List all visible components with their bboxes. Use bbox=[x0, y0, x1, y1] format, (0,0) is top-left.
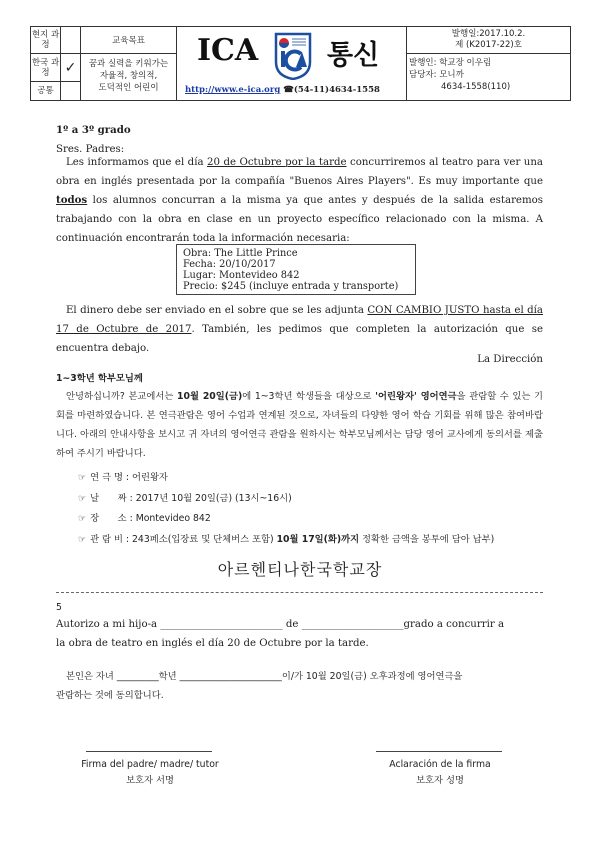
text: concurriremos al teatro para ver una obra en inglés presentada por la compañía "Buenos Aires Players". Es muy importante que bbox=[56, 157, 543, 187]
course-label-common: 공통 bbox=[37, 86, 54, 96]
authorization-line-2: la obra de teatro en inglés el día 20 de Octubre por la tarde. bbox=[56, 638, 369, 649]
newsletter-header bbox=[30, 26, 571, 101]
list-item: ☞ 날 짜 : 2017년 10월 20일(금) (13시~16시) bbox=[78, 492, 292, 504]
spanish-paragraph-1 bbox=[56, 153, 543, 248]
publisher-info bbox=[407, 54, 570, 100]
publisher: 발행인: 학교장 이우림 bbox=[409, 58, 492, 68]
korean-heading: 1~3학년 학부모님께 bbox=[56, 373, 143, 384]
info-play: Obra: The Little Prince bbox=[183, 248, 298, 259]
event-info-box bbox=[176, 244, 416, 295]
contact-phone: 4634-1558(110) bbox=[441, 82, 511, 92]
course-label-local: 현지 과정 bbox=[31, 27, 60, 54]
course-label-column bbox=[31, 27, 61, 100]
item-value: Montevideo 842 bbox=[135, 513, 211, 524]
goal-line: 도덕적인 어린이 bbox=[98, 83, 159, 93]
issue-date: 발행일:2017.10.2. bbox=[451, 29, 526, 39]
goal-title: 교육목표 bbox=[81, 27, 176, 54]
text: Les informamos que el día bbox=[66, 157, 208, 168]
authorization-line-1[interactable]: Autorizo a mi hijo-a ________________________ de ____________________grado a concurrir a bbox=[56, 619, 505, 630]
event-date-emphasis: 20 de Octubre por la tarde bbox=[207, 157, 347, 168]
contact-person: 담당자: 모니까 bbox=[409, 70, 464, 80]
payment-deadline-emphasis: CON CAMBIO JUSTO hasta el día 17 de Octubre de 2017 bbox=[56, 305, 543, 335]
item-value: 243페소(입장료 및 단체버스 포함) bbox=[131, 533, 277, 545]
item-value: 2017년 10월 20일(금) (13시~16시) bbox=[135, 492, 292, 504]
list-item: ☞ 장 소 : Montevideo 842 bbox=[78, 513, 211, 524]
newsletter-title: 통신 bbox=[327, 40, 380, 71]
checkmark-icon: ✓ bbox=[61, 54, 80, 82]
signature-line-left[interactable] bbox=[86, 751, 212, 752]
pointing-hand-icon: ☞ bbox=[78, 534, 87, 545]
deadline-emphasis: 10월 17일(화)까지 bbox=[276, 533, 360, 545]
item-label: 장 소 bbox=[90, 513, 127, 524]
cut-line bbox=[56, 592, 543, 593]
info-place: Lugar: Montevideo 842 bbox=[183, 270, 300, 281]
signoff: La Dirección bbox=[477, 354, 543, 365]
text: los alumnos concurran a la misma ya que antes y después de la salida estaremos trabajando con la obra en clase en un proyecto específico relacionado con la misma. A continuación encontrarán toda la información necesaria: bbox=[56, 195, 543, 244]
grade-heading: 1º a 3º grado bbox=[56, 124, 131, 136]
item-label: 관 람 비 bbox=[90, 533, 123, 545]
signature-label-right bbox=[360, 757, 520, 789]
pointing-hand-icon: ☞ bbox=[78, 493, 87, 504]
signature-label-left bbox=[70, 757, 230, 789]
contact-line bbox=[185, 85, 380, 95]
education-goal bbox=[81, 27, 177, 100]
info-date: Fecha: 20/10/2017 bbox=[183, 259, 276, 270]
phone-number: ☎(54-11)4634-1558 bbox=[283, 85, 380, 95]
play-emphasis: '어린왕자' 영어연극 bbox=[375, 391, 457, 402]
text: El dinero debe ser enviado en el sobre que se les adjunta bbox=[66, 305, 368, 316]
publication-info bbox=[407, 27, 570, 100]
todos-emphasis: todos bbox=[56, 194, 88, 206]
course-check-common bbox=[61, 82, 80, 100]
consent-line-1[interactable]: 본인은 자녀 _________학년 ______________________이/가 10월 20일(금) 오후과정에 영어연극을 bbox=[66, 671, 463, 682]
goal-line: 꿈과 실력을 키워가는 bbox=[88, 59, 169, 69]
text: 을 관람할 수 있는 기회를 마련하였습니다. 본 연극관람은 영어 수업과 연계된 것으로, 자녀들의 다양한 영어 학습 기회를 위해 많은 참여바랍니다. 아래의 안내사항을 보시고 귀 자녀의 영어연극 관람을 원하시는 학부모님께서는 담당 영어 교사에게 동의서를 제출하여 주시기 바랍니다. bbox=[56, 391, 543, 459]
event-details-list bbox=[78, 468, 494, 550]
consent-line-2: 관람하는 것에 동의합니다. bbox=[56, 690, 164, 701]
korean-paragraph bbox=[56, 387, 543, 463]
issue-number: 제 (K2017-22)호 bbox=[455, 40, 522, 50]
website-link[interactable]: http://www.e-ica.org bbox=[185, 85, 281, 95]
goal-line: 자율적, 창의적, bbox=[99, 71, 158, 81]
text: 안녕하십니까? 본교에서는 bbox=[66, 391, 177, 402]
signature-label-ko: 보호자 서명 bbox=[126, 775, 174, 786]
issue-info bbox=[407, 27, 570, 54]
text: 에 1~3학년 학생들을 대상으로 bbox=[242, 391, 376, 402]
course-check-local bbox=[61, 27, 80, 54]
list-item: ☞ 관 람 비 : 243페소(입장료 및 단체버스 포함) 10월 17일(화)까지 정확한 금액을 봉투에 담아 납부) bbox=[78, 533, 495, 545]
goal-body bbox=[81, 54, 176, 100]
course-check-column bbox=[61, 27, 81, 100]
date-emphasis: 10월 20일(금) bbox=[177, 391, 243, 402]
course-label-korean: 한국 과정 bbox=[31, 54, 60, 82]
pointing-hand-icon: ☞ bbox=[78, 473, 87, 483]
clarification-label-ko: 보호자 성명 bbox=[416, 775, 464, 786]
pointing-hand-icon: ☞ bbox=[78, 514, 87, 524]
principal-signature: 아르헨티나한국학교장 bbox=[217, 560, 383, 579]
item-value-rest: 정확한 금액을 봉투에 담아 납부) bbox=[359, 533, 495, 545]
text: . También, les pedimos que completen la autorización que se encuentra debajo. bbox=[56, 324, 543, 354]
greeting: Sres. Padres: bbox=[56, 144, 125, 155]
signature-line-right[interactable] bbox=[376, 751, 502, 752]
ica-logo-icon bbox=[273, 32, 313, 80]
info-price: Precio: $245 (incluye entrada y transporte) bbox=[183, 281, 399, 292]
item-value: 어린왕자 bbox=[131, 472, 168, 483]
signature-label-es: Firma del padre/ madre/ tutor bbox=[81, 759, 219, 770]
item-label: 날 짜 bbox=[90, 492, 127, 504]
item-label: 연 극 명 bbox=[90, 472, 123, 483]
masthead bbox=[177, 27, 407, 100]
form-number: 5 bbox=[56, 602, 62, 613]
clarification-label-es: Aclaración de la firma bbox=[389, 759, 491, 770]
list-item: ☞ 연 극 명 : 어린왕자 bbox=[78, 472, 168, 483]
ica-title: ICA bbox=[197, 33, 259, 68]
